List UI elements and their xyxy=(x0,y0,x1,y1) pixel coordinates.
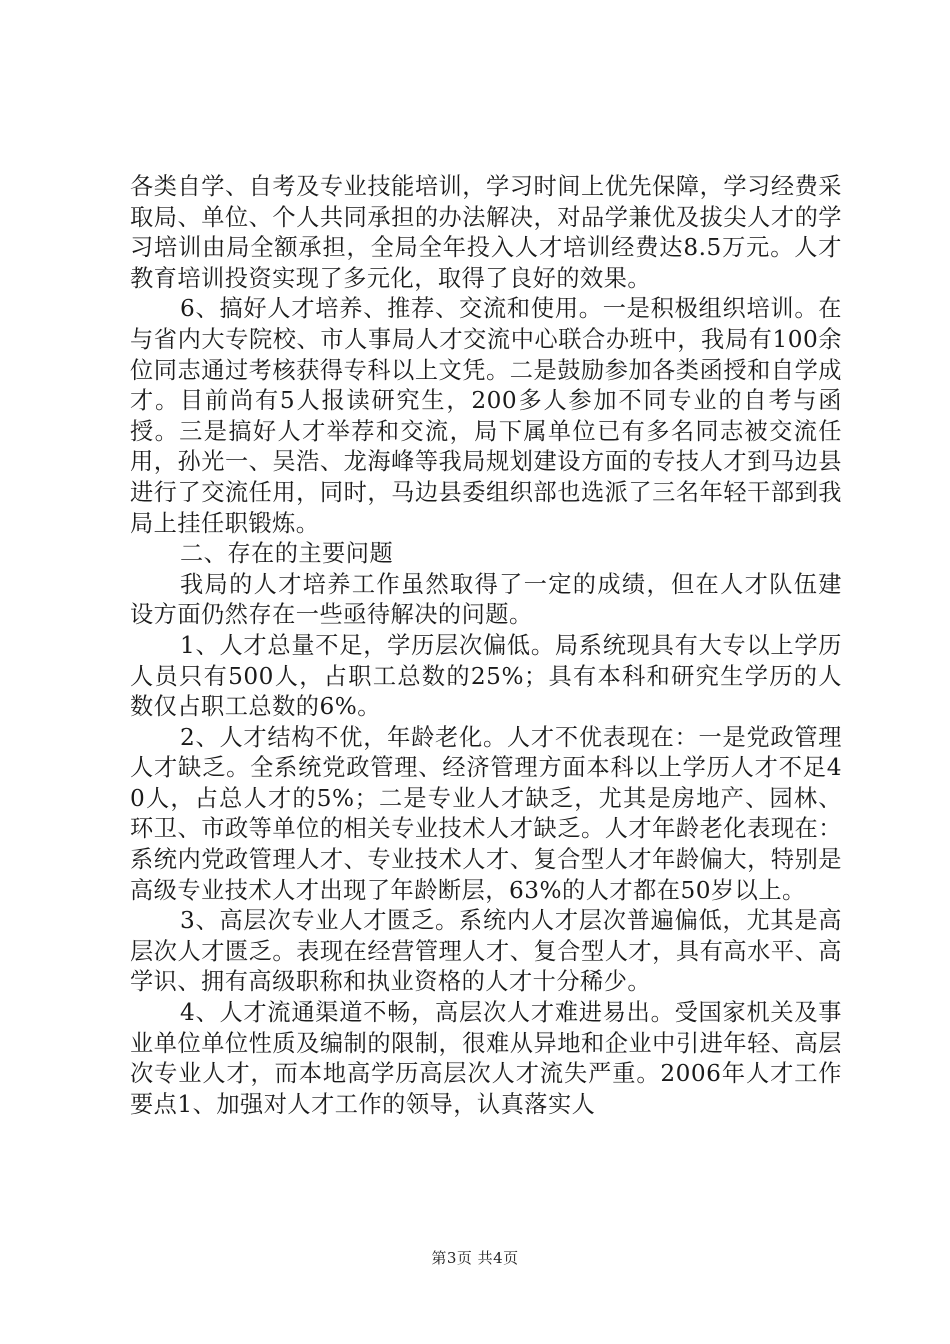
section-heading: 二、存在的主要问题 xyxy=(180,540,394,568)
paragraph-3: 我局的人才培养工作虽然取得了一定的成绩，但在人才队伍建设方面仍然存在一些亟待解决的问题。 xyxy=(130,570,842,629)
paragraph-6: 3、高层次专业人才匮乏。系统内人才层次普遍偏低，尤其是高层次人才匮乏。表现在经营管理人才、复合型人才，具有高水平、高学识、拥有高级职称和执业资格的人才十分稀少。 xyxy=(130,907,842,996)
page-footer xyxy=(0,1247,950,1268)
paragraph-5: 2、人才结构不优，年龄老化。人才不优表现在：一是党政管理人才缺乏。全系统党政管理、经济管理方面本科以上学历人才不足40人，占总人才的5%；二是专业人才缺乏，尤其是房地产、园林、环卫、市政等单位的相关专业技术人才缺乏。人才年龄老化表现在：系统内党政管理人才、专业技术人才、复合型人才年龄偏大，特别是高级专业技术人才出现了年龄断层，63%的人才都在50岁以上。 xyxy=(130,723,842,904)
page-number-label: 第3页 共4页 xyxy=(431,1249,519,1267)
document-body xyxy=(130,172,842,1120)
paragraph-4: 1、人才总量不足，学历层次偏低。局系统现具有大专以上学历人员只有500人，占职工总数的25%；具有本科和研究生学历的人数仅占职工总数的6%。 xyxy=(130,631,842,721)
paragraph-2: 6、搞好人才培养、推荐、交流和使用。一是积极组织培训。在与省内大专院校、市人事局人才交流中心联合办班中，我局有100余位同志通过考核获得专科以上文凭。二是鼓励参加各类函授和自学成才。目前尚有5人报读研究生，200多人参加不同专业的自考与函授。三是搞好人才举荐和交流，局下属单位已有多名同志被交流任用，孙光一、吴浩、龙海峰等我局规划建设方面的专技人才到马边县进行了交流任用，同时，马边县委组织部也选派了三名年轻干部到我局上挂任职锻炼。 xyxy=(130,295,842,537)
paragraph-7: 4、人才流通渠道不畅，高层次人才难进易出。受国家机关及事业单位单位性质及编制的限制，很难从异地和企业中引进年轻、高层次专业人才，而本地高学历高层次人才流失严重。2006年人才工作要点1、加强对人才工作的领导，认真落实人 xyxy=(130,999,842,1118)
paragraph-1: 各类自学、自考及专业技能培训，学习时间上优先保障，学习经费采取局、单位、个人共同承担的办法解决，对品学兼优及拔尖人才的学习培训由局全额承担，全局全年投入人才培训经费达8.5万元。人才教育培训投资实现了多元化，取得了良好的效果。 xyxy=(130,173,842,292)
